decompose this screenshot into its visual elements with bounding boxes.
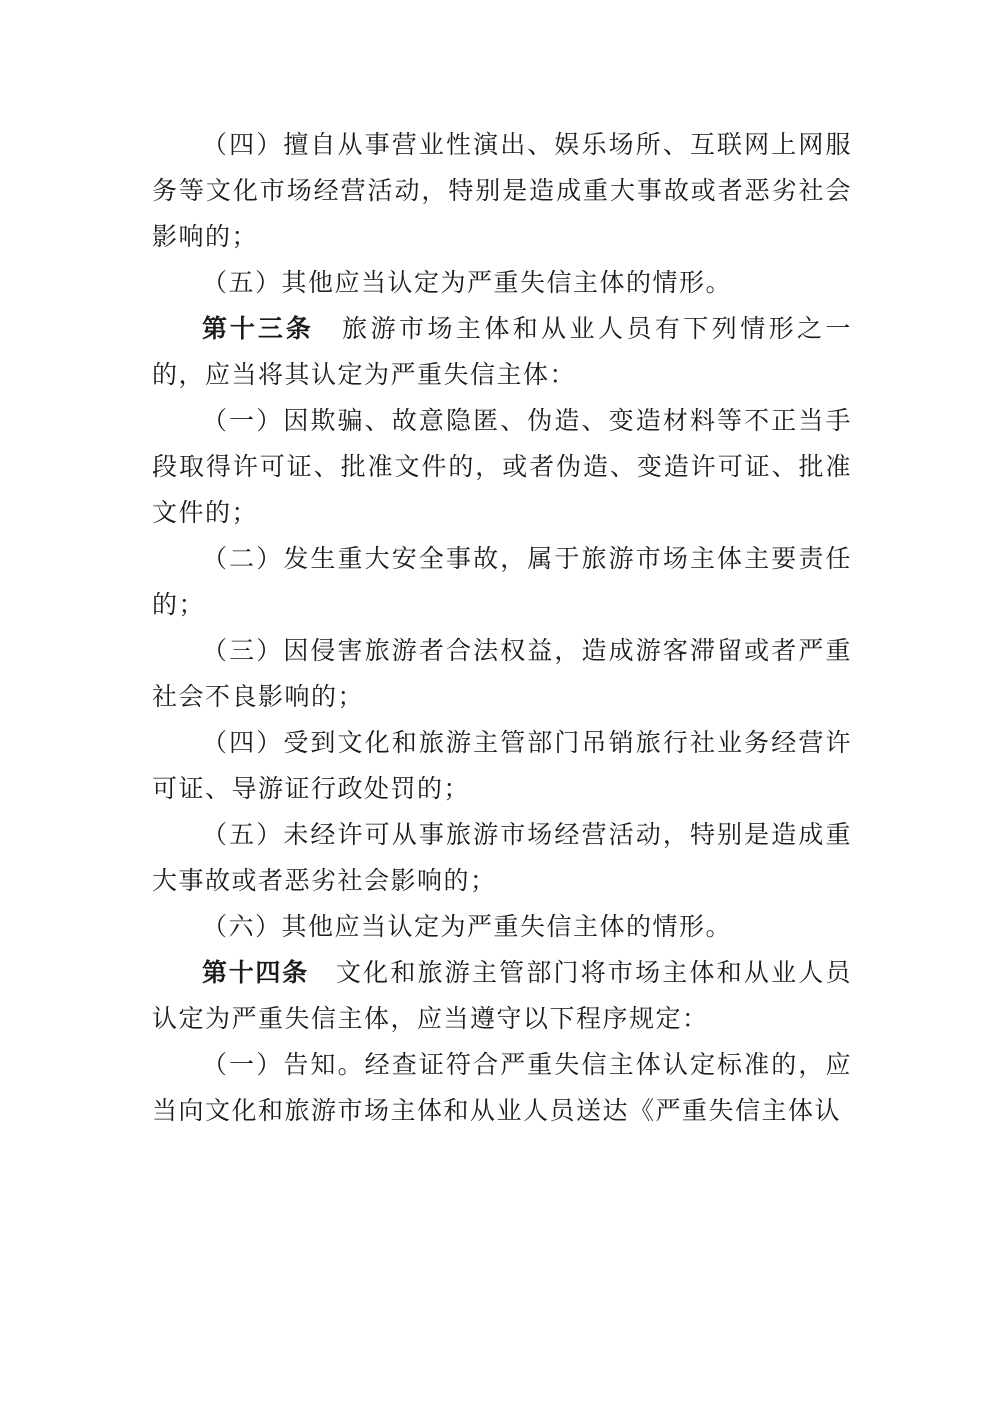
paragraph-text: （五）其他应当认定为严重失信主体的情形。 bbox=[202, 268, 733, 297]
paragraph-text: （五）未经许可从事旅游市场经营活动，特别是造成重大事故或者恶劣社会影响的； bbox=[152, 820, 852, 895]
paragraph-text: （四）受到文化和旅游主管部门吊销旅行社业务经营许可证、导游证行政处罚的； bbox=[152, 728, 852, 803]
article-heading: 第十四条 bbox=[202, 958, 309, 987]
article-14 bbox=[152, 950, 852, 1042]
paragraph-text: 旅游市场主体和从业人员有下列情形之一的，应当将其认定为严重失信主体： bbox=[152, 314, 852, 389]
paragraph-item-4-cultural-market bbox=[152, 122, 852, 260]
paragraph-text: （四）擅自从事营业性演出、娱乐场所、互联网上网服务等文化市场经营活动，特别是造成重大事故或者恶劣社会影响的； bbox=[152, 130, 852, 251]
paragraph-text: 文化和旅游主管部门将市场主体和从业人员认定为严重失信主体，应当遵守以下程序规定： bbox=[152, 958, 852, 1033]
article-13 bbox=[152, 306, 852, 398]
paragraph-item-5-other-cultural bbox=[152, 260, 852, 306]
paragraph-item-4-license-revoked bbox=[152, 720, 852, 812]
paragraph-item-5-unlicensed bbox=[152, 812, 852, 904]
paragraph-item-3-tourist-rights bbox=[152, 628, 852, 720]
paragraph-text: （三）因侵害旅游者合法权益，造成游客滞留或者严重社会不良影响的； bbox=[152, 636, 852, 711]
paragraph-text: （六）其他应当认定为严重失信主体的情形。 bbox=[202, 912, 733, 941]
paragraph-text: （二）发生重大安全事故，属于旅游市场主体主要责任的； bbox=[152, 544, 852, 619]
article-heading: 第十三条 bbox=[202, 314, 314, 343]
paragraph-item-2-safety bbox=[152, 536, 852, 628]
paragraph-text: （一）因欺骗、故意隐匿、伪造、变造材料等不正当手段取得许可证、批准文件的，或者伪造、变造许可证、批准文件的； bbox=[152, 406, 852, 527]
document-page bbox=[152, 122, 852, 1134]
paragraph-item-1-fraud bbox=[152, 398, 852, 536]
paragraph-item-6-other-tourism bbox=[152, 904, 852, 950]
paragraph-text: （一）告知。经查证符合严重失信主体认定标准的，应当向文化和旅游市场主体和从业人员送达《严重失信主体认 bbox=[152, 1050, 852, 1125]
paragraph-item-1-notify bbox=[152, 1042, 852, 1134]
